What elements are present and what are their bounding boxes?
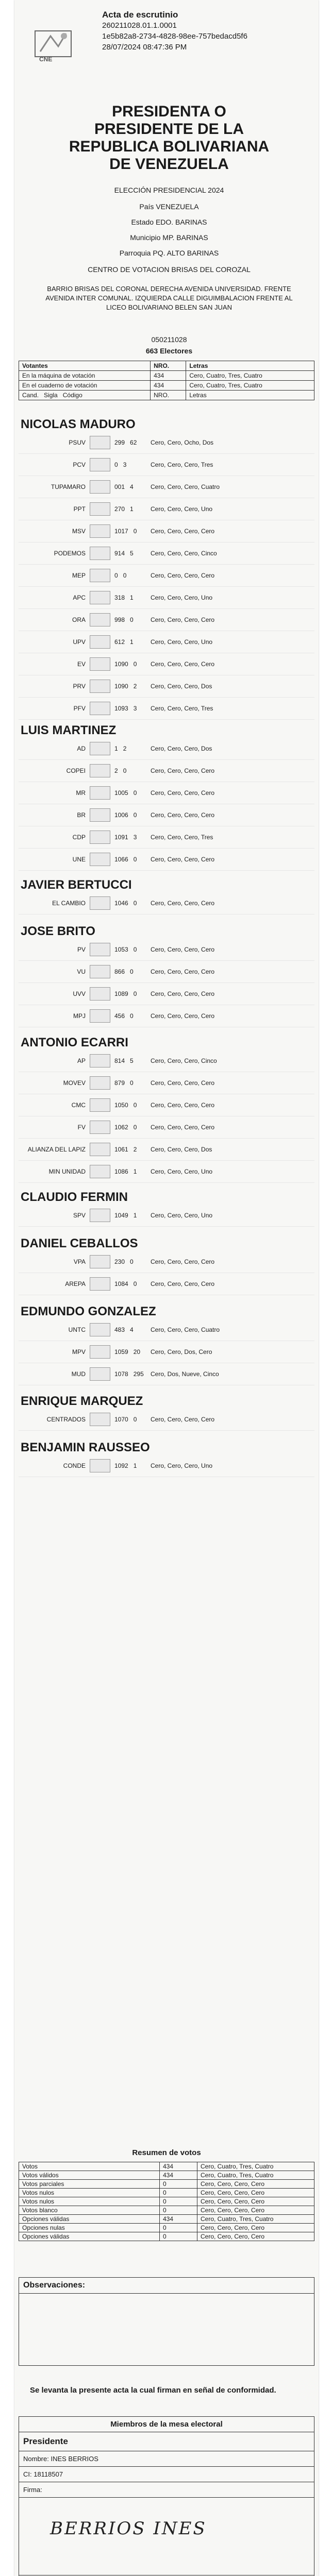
party-abbr: VPA (73, 1258, 86, 1265)
election-name: ELECCIÓN PRESIDENCIAL 2024 (114, 186, 224, 194)
party-logo-icon (90, 1413, 110, 1426)
summary-label: Opciones válidas (19, 2215, 160, 2224)
party-logo-icon (90, 502, 110, 516)
party-row (19, 1273, 314, 1295)
center-address: BARRIO BRISAS DEL CORONAL DERECHA AVENIDA UNIVERSIDAD. FRENTE AVENIDA INTER COMUNAL. IZQUIERDA CALLE DIGUIMBALACION FRENTE AL LICEO BOLIVARIANO BELEN SAN JUAN (45, 285, 293, 311)
party-code: 483 4 (114, 1326, 134, 1333)
row-letras: Cero, Cuatro, Tres, Cuatro (186, 371, 314, 381)
party-logo-icon (90, 853, 110, 866)
party-logo-icon (90, 965, 110, 978)
summary-row (19, 2180, 314, 2189)
party-row (19, 760, 314, 782)
party-votes-words: Cero, Cero, Cero, Cero (151, 1012, 215, 1020)
party-row (19, 565, 314, 587)
party-code: 1084 0 (114, 1280, 137, 1287)
party-logo-icon (90, 680, 110, 693)
acta-title: Acta de escrutinio (102, 10, 178, 20)
party-row (19, 1363, 314, 1385)
party-abbr: MPJ (73, 1012, 86, 1020)
party-votes-words: Cero, Cero, Cero, Cero (151, 789, 215, 796)
summary-num: 0 (160, 2206, 197, 2215)
candidate-name: BENJAMIN RAUSSEO (21, 1440, 150, 1454)
letras-header: Letras (186, 361, 314, 371)
summary-num: 434 (160, 2162, 197, 2171)
candidate-name: ENRIQUE MARQUEZ (21, 1394, 143, 1408)
summary-words: Cero, Cero, Cero, Cero (197, 2180, 314, 2189)
summary-row (19, 2224, 314, 2232)
summary-row (19, 2206, 314, 2215)
logo-text: CNE (39, 56, 53, 63)
party-code: 1093 3 (114, 705, 137, 712)
candidate-block (19, 723, 314, 871)
party-logo-icon (90, 742, 110, 755)
party-abbr: EL CAMBIO (52, 900, 86, 907)
party-code: 914 5 (114, 550, 134, 557)
party-logo-icon (90, 1165, 110, 1178)
party-row (19, 826, 314, 849)
party-abbr: FV (77, 1124, 86, 1131)
candidate-block (19, 1190, 314, 1227)
party-votes-words: Cero, Cero, Cero, Uno (151, 638, 213, 646)
party-logo-icon (90, 547, 110, 560)
candidate-name: EDMUNDO GONZALEZ (21, 1304, 156, 1318)
party-votes-words: Cero, Cero, Cero, Cinco (151, 550, 217, 557)
party-logo-icon (90, 458, 110, 471)
summary-num: 0 (160, 2197, 197, 2206)
party-row (19, 961, 314, 983)
candidate-block (19, 878, 314, 914)
candidate-name: LUIS MARTINEZ (21, 723, 117, 737)
summary-words: Cero, Cero, Cero, Cero (197, 2189, 314, 2197)
candidate-block (19, 417, 314, 720)
party-code: 1059 20 (114, 1348, 141, 1355)
member-role: Presidente (19, 2432, 314, 2451)
member-firma-label: Firma: (19, 2482, 314, 2498)
party-row (19, 1161, 314, 1183)
party-logo-icon (90, 1209, 110, 1222)
candidate-block (19, 1304, 314, 1385)
party-code: 1006 0 (114, 811, 137, 819)
party-votes-words: Cero, Cero, Cero, Uno (151, 1168, 213, 1175)
party-row (19, 1251, 314, 1273)
party-code: 1050 0 (114, 1101, 137, 1109)
party-logo-icon (90, 569, 110, 582)
party-code: 318 1 (114, 594, 134, 601)
party-row (19, 1072, 314, 1094)
party-votes-words: Cero, Cero, Cero, Cero (151, 1280, 215, 1287)
party-code: 1078 295 (114, 1370, 144, 1378)
signature-area (19, 2498, 314, 2575)
party-abbr: EV (77, 660, 86, 668)
party-logo-icon (90, 1345, 110, 1359)
party-abbr: MIN UNIDAD (48, 1168, 86, 1175)
party-code: 1091 3 (114, 834, 137, 841)
party-row (19, 543, 314, 565)
party-votes-words: Cero, Cero, Dos, Cero (151, 1348, 212, 1355)
party-votes-words: Cero, Cero, Cero, Cero (151, 1258, 215, 1265)
party-votes-words: Cero, Cero, Cero, Cuatro (151, 1326, 220, 1333)
candidate-name: ANTONIO ECARRI (21, 1036, 128, 1049)
party-votes-words: Cero, Cero, Ocho, Dos (151, 439, 214, 446)
acta-serial: 260211028.01.1.0001 (102, 21, 177, 30)
party-logo-icon (90, 524, 110, 538)
party-votes-words: Cero, Cero, Cero, Tres (151, 461, 213, 468)
party-abbr: MPV (72, 1348, 86, 1355)
member-block (19, 2432, 314, 2575)
center-code: 050211028 (151, 335, 187, 344)
party-abbr: PCV (73, 461, 86, 468)
party-votes-words: Cero, Cero, Cero, Cero (151, 1101, 215, 1109)
party-logo-icon (90, 1459, 110, 1472)
party-code: 0 0 (114, 572, 127, 579)
party-row (19, 939, 314, 961)
party-votes-words: Cero, Cero, Cero, Uno (151, 1212, 213, 1219)
party-votes-words: Cero, Cero, Cero, Tres (151, 705, 213, 712)
nro-header: NRO. (151, 361, 186, 371)
party-code: 1070 0 (114, 1416, 137, 1423)
party-logo-icon (90, 831, 110, 844)
party-abbr: MR (76, 789, 86, 796)
summary-words: Cero, Cero, Cero, Cero (197, 2224, 314, 2232)
party-votes-words: Cero, Cero, Cero, Cero (151, 767, 215, 774)
summary-words: Cero, Cero, Cero, Cero (197, 2206, 314, 2215)
member-name: Nombre: INES BERRIOS (19, 2451, 314, 2467)
row-letras: Cero, Cuatro, Tres, Cuatro (186, 381, 314, 391)
observaciones-box (19, 2277, 314, 2366)
mesa-members (19, 2416, 314, 2576)
party-code: 2 0 (114, 767, 127, 774)
party-row (19, 892, 314, 914)
party-code: 1061 2 (114, 1146, 137, 1153)
party-abbr: MOVEV (63, 1079, 86, 1087)
party-votes-words: Cero, Cero, Cero, Dos (151, 745, 212, 752)
party-logo-icon (90, 635, 110, 649)
row-nro: 434 (151, 381, 186, 391)
party-code: 612 1 (114, 638, 134, 646)
party-logo-icon (90, 657, 110, 671)
party-logo-icon (90, 764, 110, 777)
party-abbr: AP (77, 1057, 86, 1064)
party-logo-icon (90, 1143, 110, 1156)
party-logo-icon (90, 613, 110, 626)
candidate-name: CLAUDIO FERMIN (21, 1190, 128, 1204)
summary-label: Votos parciales (19, 2180, 160, 2189)
party-votes-words: Cero, Cero, Cero, Cero (151, 968, 215, 975)
party-row (19, 631, 314, 653)
summary-label: Votos válidos (19, 2171, 160, 2180)
party-abbr: SPV (73, 1212, 86, 1219)
party-abbr: UPV (73, 638, 86, 646)
conformity-legend: Se levanta la presente acta la cual firman en señal de conformidad. (30, 2386, 276, 2395)
party-votes-words: Cero, Cero, Cero, Uno (151, 1462, 213, 1469)
party-code: 1053 0 (114, 946, 137, 953)
party-code: 814 5 (114, 1057, 134, 1064)
party-votes-words: Cero, Cero, Cero, Uno (151, 505, 213, 513)
party-row (19, 1005, 314, 1027)
candidate-block (19, 1440, 314, 1477)
summary-num: 434 (160, 2171, 197, 2180)
summary-label: Votos (19, 2162, 160, 2171)
party-logo-icon (90, 1255, 110, 1268)
party-abbr: CDP (72, 834, 86, 841)
party-votes-words: Cero, Cero, Cero, Tres (151, 834, 213, 841)
letras2-header: Letras (186, 391, 314, 400)
party-abbr: ORA (72, 616, 86, 623)
summary-label: Votos blanco (19, 2206, 160, 2215)
page-title: PRESIDENTA O PRESIDENTE DE LA REPUBLICA BOLIVARIANA DE VENEZUELA (69, 103, 270, 173)
party-code: 299 62 (114, 439, 137, 446)
row-nro: 434 (151, 371, 186, 381)
party-votes-words: Cero, Cero, Cero, Uno (151, 594, 213, 601)
party-logo-icon (90, 1277, 110, 1291)
candidate-name: JOSE BRITO (21, 924, 95, 938)
party-code: 998 0 (114, 616, 134, 623)
mesa-title: Miembros de la mesa electoral (19, 2417, 314, 2432)
candidate-name: NICOLAS MADURO (21, 417, 136, 431)
summary-words: Cero, Cero, Cero, Cero (197, 2232, 314, 2241)
votantes-header: Votantes (19, 361, 151, 371)
party-code: 0 3 (114, 461, 127, 468)
party-votes-words: Cero, Cero, Cero, Cero (151, 1124, 215, 1131)
party-code: 1090 0 (114, 660, 137, 668)
party-votes-words: Cero, Cero, Cero, Cero (151, 616, 215, 623)
header-block (102, 9, 308, 53)
summary-words: Cero, Cuatro, Tres, Cuatro (197, 2215, 314, 2224)
summary-label: Votos nulos (19, 2197, 160, 2206)
party-row (19, 983, 314, 1005)
candidate-block (19, 1236, 314, 1295)
party-logo-icon (90, 1098, 110, 1112)
party-votes-words: Cero, Cero, Cero, Cero (151, 1079, 215, 1087)
party-abbr: MSV (72, 528, 86, 535)
row-label: En el cuaderno de votación (19, 381, 151, 391)
party-code: 1092 1 (114, 1462, 137, 1469)
party-row (19, 520, 314, 543)
party-abbr: PFV (73, 705, 86, 712)
party-votes-words: Cero, Cero, Cero, Cinco (151, 1057, 217, 1064)
party-logo-icon (90, 786, 110, 800)
party-code: 866 0 (114, 968, 134, 975)
party-row (19, 609, 314, 631)
party-abbr: MUD (71, 1370, 86, 1378)
party-abbr: CONDE (63, 1462, 86, 1469)
party-votes-words: Cero, Cero, Cero, Cero (151, 660, 215, 668)
party-row (19, 782, 314, 804)
party-abbr: APC (73, 594, 86, 601)
summary-row (19, 2189, 314, 2197)
party-logo-icon (90, 896, 110, 910)
party-logo-icon (90, 436, 110, 449)
party-abbr: VU (77, 968, 86, 975)
party-logo-icon (90, 808, 110, 822)
party-votes-words: Cero, Cero, Cero, Cero (151, 1416, 215, 1423)
party-row (19, 1050, 314, 1072)
party-code: 1062 0 (114, 1124, 137, 1131)
party-abbr: UVV (73, 990, 86, 997)
signature: BERRIOS INES (50, 2518, 207, 2539)
summary-label: Votos nulos (19, 2189, 160, 2197)
party-row (19, 698, 314, 720)
party-code: 1066 0 (114, 856, 137, 863)
party-logo-icon (90, 480, 110, 494)
summary-num: 0 (160, 2232, 197, 2241)
summary-num: 0 (160, 2189, 197, 2197)
summary-num: 0 (160, 2180, 197, 2189)
party-votes-words: Cero, Cero, Cero, Cero (151, 946, 215, 953)
party-row (19, 653, 314, 675)
party-row (19, 1205, 314, 1227)
party-code: 001 4 (114, 483, 134, 490)
party-logo-icon (90, 1009, 110, 1023)
nro2-header: NRO. (151, 391, 186, 400)
party-abbr: COPEI (66, 767, 86, 774)
party-votes-words: Cero, Cero, Cero, Cero (151, 856, 215, 863)
party-votes-words: Cero, Cero, Cero, Cero (151, 528, 215, 535)
summary-words: Cero, Cuatro, Tres, Cuatro (197, 2162, 314, 2171)
party-abbr: ALIANZA DEL LAPIZ (27, 1146, 86, 1153)
party-abbr: UNTC (68, 1326, 86, 1333)
summary-row (19, 2171, 314, 2180)
party-votes-words: Cero, Cero, Cero, Cero (151, 811, 215, 819)
summary-words: Cero, Cero, Cero, Cero (197, 2197, 314, 2206)
party-row (19, 1409, 314, 1431)
party-row (19, 498, 314, 520)
candidate-name: DANIEL CEBALLOS (21, 1236, 138, 1250)
electors-count: 663 Electores (145, 347, 193, 355)
observaciones-label: Observaciones: (19, 2278, 314, 2294)
party-code: 879 0 (114, 1079, 134, 1087)
party-abbr: PPT (73, 505, 86, 513)
party-abbr: PRV (73, 683, 86, 690)
party-abbr: MEP (72, 572, 86, 579)
candidate-name: JAVIER BERTUCCI (21, 878, 132, 892)
party-row (19, 1139, 314, 1161)
country: País VENEZUELA (139, 202, 199, 211)
party-abbr: TUPAMARO (51, 483, 86, 490)
candidate-block (19, 1394, 314, 1431)
party-abbr: UNE (72, 856, 86, 863)
party-logo-icon (90, 1121, 110, 1134)
summary-label: Opciones válidas (19, 2232, 160, 2241)
party-code: 1089 0 (114, 990, 137, 997)
party-code: 1005 0 (114, 789, 137, 796)
summary-num: 0 (160, 2224, 197, 2232)
party-abbr: PODEMOS (54, 550, 86, 557)
row-label: En la máquina de votación (19, 371, 151, 381)
cand-header: Cand. Sigla Código (19, 391, 151, 400)
party-abbr: BR (77, 811, 86, 819)
acta-hash: 1e5b82a8-2734-4828-98ee-757bedacd5f6 (102, 32, 247, 41)
party-logo-icon (90, 943, 110, 956)
party-abbr: AD (77, 745, 86, 752)
party-code: 1086 1 (114, 1168, 137, 1175)
party-code: 1017 0 (114, 528, 137, 535)
party-votes-words: Cero, Cero, Cero, Dos (151, 683, 212, 690)
acta-page (14, 0, 319, 2576)
party-code: 456 0 (114, 1012, 134, 1020)
party-row (19, 1094, 314, 1116)
summary-row (19, 2197, 314, 2206)
party-logo-icon (90, 702, 110, 715)
summary-table (19, 2162, 314, 2241)
member-ci: CI: 18118507 (19, 2467, 314, 2482)
summary-title: Resumen de votos (132, 2148, 201, 2157)
candidate-block (19, 1036, 314, 1183)
party-row (19, 432, 314, 454)
party-row (19, 1341, 314, 1363)
votantes-table (19, 361, 314, 400)
party-row (19, 1319, 314, 1341)
party-votes-words: Cero, Dos, Nueve, Cinco (151, 1370, 219, 1378)
acta-datetime: 28/07/2024 08:47:36 PM (102, 43, 187, 52)
party-row (19, 738, 314, 760)
party-logo-icon (90, 1323, 110, 1336)
summary-row (19, 2232, 314, 2241)
party-code: 1046 0 (114, 900, 137, 907)
party-code: 1049 1 (114, 1212, 137, 1219)
party-abbr: PSUV (69, 439, 86, 446)
party-row (19, 1116, 314, 1139)
summary-words: Cero, Cuatro, Tres, Cuatro (197, 2171, 314, 2180)
party-logo-icon (90, 1076, 110, 1090)
summary-label: Opciones nulas (19, 2224, 160, 2232)
voting-center: CENTRO DE VOTACION BRISAS DEL COROZAL (88, 265, 251, 274)
party-abbr: CMC (71, 1101, 86, 1109)
party-row (19, 675, 314, 698)
party-logo-icon (90, 591, 110, 604)
summary-row (19, 2215, 314, 2224)
candidate-block (19, 924, 314, 1027)
party-code: 1090 2 (114, 683, 137, 690)
party-votes-words: Cero, Cero, Cero, Cero (151, 572, 215, 579)
party-row (19, 587, 314, 609)
municipality: Municipio MP. BARINAS (130, 233, 208, 242)
party-logo-icon (90, 987, 110, 1001)
party-row (19, 454, 314, 476)
party-logo-icon (90, 1054, 110, 1067)
party-votes-words: Cero, Cero, Cero, Cero (151, 900, 215, 907)
party-votes-words: Cero, Cero, Cero, Cuatro (151, 483, 220, 490)
party-abbr: AREPA (65, 1280, 86, 1287)
party-code: 230 0 (114, 1258, 134, 1265)
summary-num: 434 (160, 2215, 197, 2224)
state: Estado EDO. BARINAS (131, 218, 207, 226)
party-abbr: CENTRADOS (46, 1416, 86, 1423)
party-logo-icon (90, 1367, 110, 1381)
party-row (19, 849, 314, 871)
party-code: 1 2 (114, 745, 127, 752)
party-abbr: PV (77, 946, 86, 953)
party-row (19, 1455, 314, 1477)
party-row (19, 804, 314, 826)
party-votes-words: Cero, Cero, Cero, Dos (151, 1146, 212, 1153)
party-row (19, 476, 314, 498)
party-code: 270 1 (114, 505, 134, 513)
parish: Parroquia PQ. ALTO BARINAS (119, 249, 219, 257)
cne-logo-icon (30, 21, 76, 67)
party-votes-words: Cero, Cero, Cero, Cero (151, 990, 215, 997)
summary-row (19, 2162, 314, 2171)
